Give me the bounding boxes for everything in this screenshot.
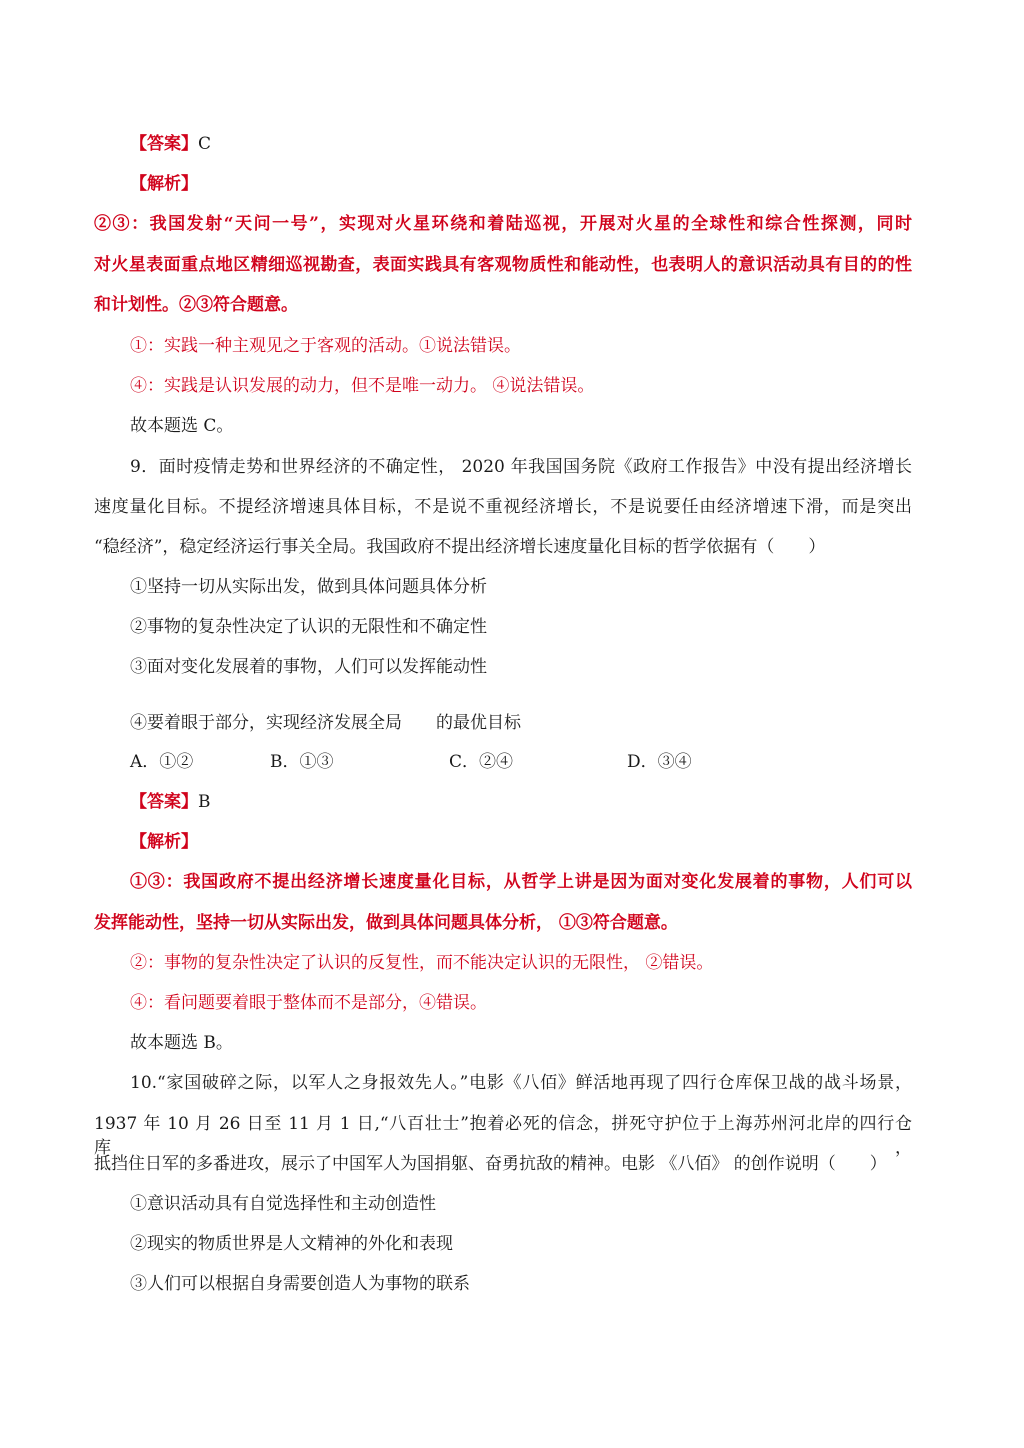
q10-stem-line-1: 10.“家国破碎之际，以军人之身报效先人。”电影《八佰》鲜活地再现了四行仓库保卫战的战斗场景， [130,1073,912,1093]
q9-analysis-line-4: ④：看问题要着眼于整体而不是部分，④错误。 [130,993,487,1013]
q9-analysis-line-2: 发挥能动性，坚持一切从实际出发，做到具体问题具体分析， ①③符合题意。 [94,913,678,933]
q8-analysis-line-4: ①：实践一种主观见之于客观的活动。①说法错误。 [130,336,521,356]
q9-analysis-line-1: ①③：我国政府不提出经济增长速度量化目标，从哲学上讲是因为面对变化发展着的事物，人们可以 [130,872,912,892]
q8-analysis-tag: 【解析】 [130,174,198,194]
q9-item-2: ②事物的复杂性决定了认识的无限性和不确定性 [130,617,487,637]
q9-item-3: ③面对变化发展着的事物，人们可以发挥能动性 [130,657,487,677]
q9-stem-line-1: 9．面时疫情走势和世界经济的不确定性， 2020 年我国国务院《政府工作报告》中没有提出经济增长 [130,457,912,477]
q9-item-4: ④要着眼于部分，实现经济发展全局 的最优目标 [130,713,521,733]
q8-analysis-line-5: ④：实践是认识发展的动力，但不是唯一动力。 ④说法错误。 [130,376,595,396]
q9-item-1: ①坚持一切从实际出发，做到具体问题具体分析 [130,577,487,597]
q8-analysis-line-1: ②③：我国发射“天问一号”，实现对火星环绕和着陆巡视，开展对火星的全球性和综合性探测，同时 [94,214,912,234]
q10-stem-line-2: 1937 年 10 月 26 日至 11 月 1 日,“八百壮士”抱着必死的信念，拼死守护位于上海苏州河北岸的四行仓库， [94,1114,912,1158]
q10-item-3: ③人们可以根据自身需要创造人为事物的联系 [130,1274,470,1294]
q8-analysis-line-2: 对火星表面重点地区精细巡视勘查，表面实践具有客观物质性和能动性，也表明人的意识活动具有目的的性 [94,255,912,275]
q9-analysis-line-3: ②：事物的复杂性决定了认识的反复性，而不能决定认识的无限性， ②错误。 [130,953,714,973]
q9-answer [130,790,211,814]
q9-analysis-tag: 【解析】 [130,832,198,852]
q10-stem-line-3: 抵挡住日军的多番进攻，展示了中国军人为国捐躯、奋勇抗敌的精神。电影 《八佰》 的创作说明（ ） [94,1154,887,1174]
q10-item-1: ①意识活动具有自觉选择性和主动创造性 [130,1194,436,1214]
q9-option-c: C．②④ [449,752,514,772]
q9-conclusion: 故本题选 B。 [130,1033,233,1053]
q9-stem-line-2: 速度量化目标。不提经济增速具体目标，不是说不重视经济增长，不是说要任由经济增速下滑，而是突出 [94,497,912,517]
q9-option-d: D．③④ [627,752,692,772]
q9-stem-line-3: “稳经济”，稳定经济运行事关全局。我国政府不提出经济增长速度量化目标的哲学依据有（ ） [94,537,826,557]
q8-analysis-line-3: 和计划性。②③符合题意。 [94,295,298,315]
q9-answer-tag: 【答案】 [130,792,198,812]
q9-answer-value: B [198,792,211,812]
q10-item-2: ②现实的物质世界是人文精神的外化和表现 [130,1234,453,1254]
q9-option-a: A．①② [130,752,194,772]
q8-conclusion: 故本题选 C。 [130,416,234,436]
q8-answer-value: C [198,134,212,154]
q8-answer [130,132,211,156]
q8-answer-tag: 【答案】 [130,134,198,154]
q9-option-b: B．①③ [270,752,334,772]
